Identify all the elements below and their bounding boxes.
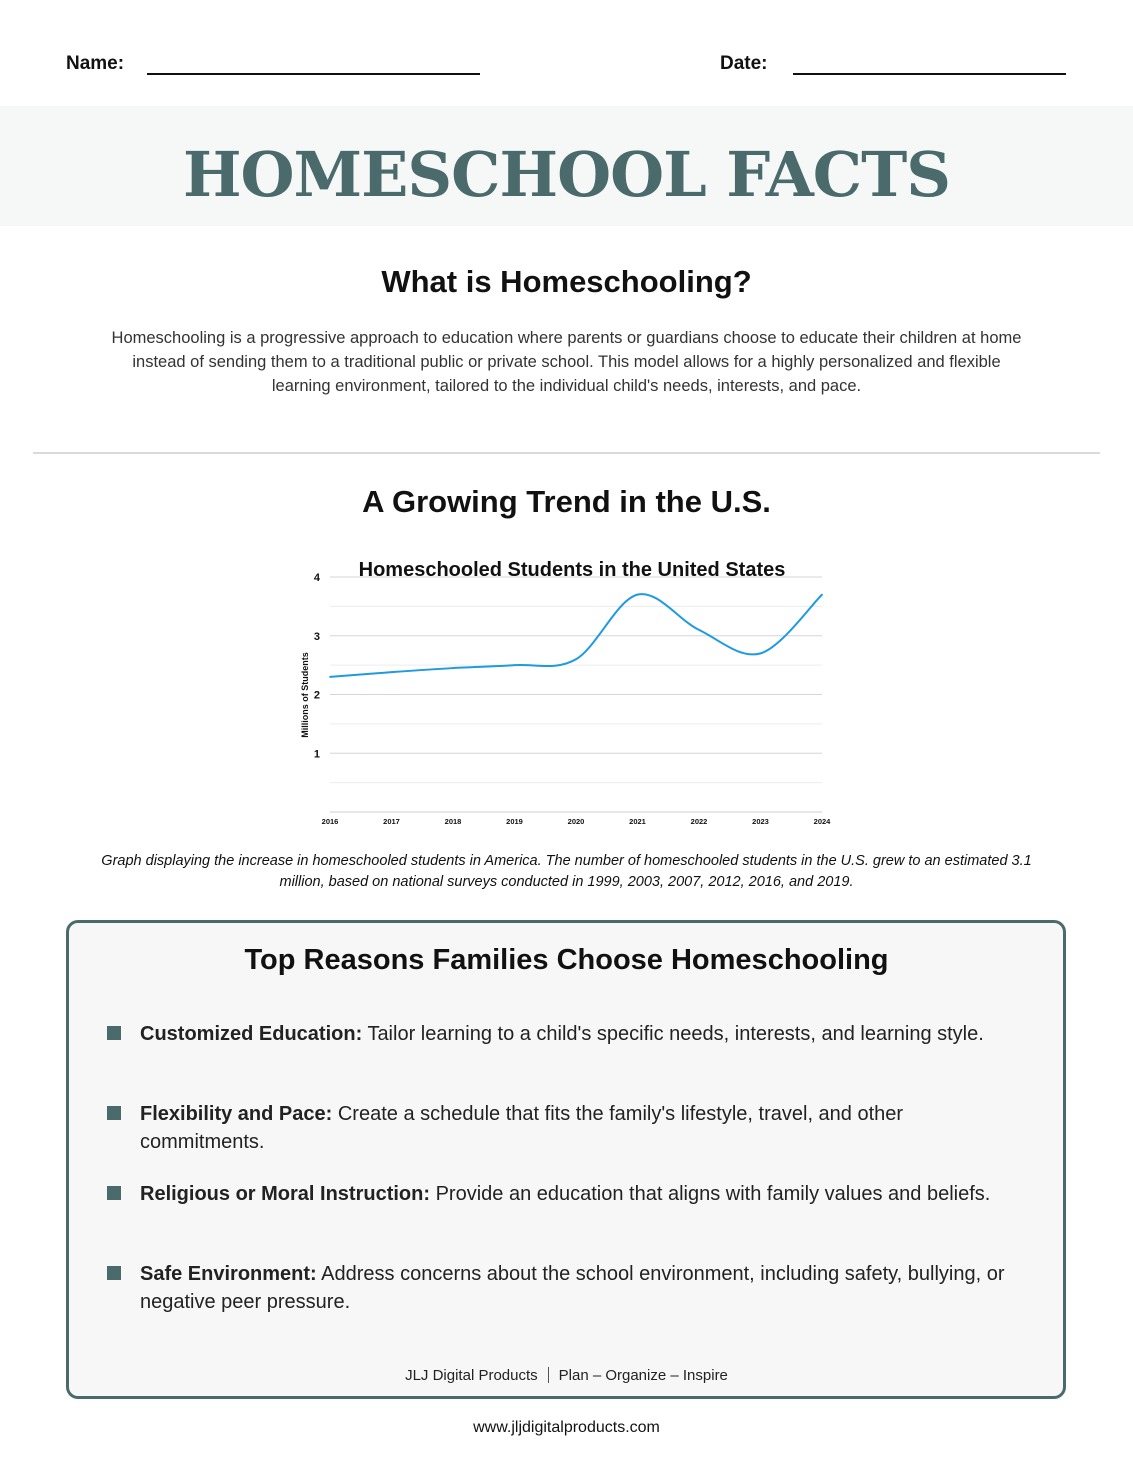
- data-point: [575, 658, 577, 660]
- x-tick-label: 2022: [690, 817, 708, 826]
- intro-heading: What is Homeschooling?: [381, 264, 752, 299]
- reason-text: Provide an education that aligns with family values and beliefs.: [435, 1183, 991, 1205]
- date-field-line[interactable]: [793, 73, 1066, 75]
- reason-item: [140, 1100, 1030, 1156]
- reason-item: [140, 1260, 1030, 1316]
- reason-title: Religious or Moral Instruction:: [140, 1183, 431, 1205]
- section-divider: [33, 452, 1100, 454]
- x-tick-label: 2021: [629, 817, 646, 826]
- square-bullet-icon: [107, 1266, 121, 1280]
- y-tick-label: 1: [313, 748, 320, 761]
- reason-title: Safe Environment:: [140, 1263, 317, 1285]
- brand-name: JLJ Digital Products: [405, 1367, 538, 1384]
- intro-paragraph: Homeschooling is a progressive approach to education where parents or guardians choose to educate their children at home instead of sending them to a traditional public or private school. This model allows for a highly personalized and flexible learning environment, tailored to the individual child's needs, interests, and pace.: [111, 329, 1022, 395]
- reasons-heading: Top Reasons Families Choose Homeschooling: [244, 944, 889, 976]
- x-tick-label: 2016: [321, 817, 339, 826]
- x-tick-label: 2019: [506, 817, 523, 826]
- website-link[interactable]: www.jljdigitalproducts.com: [473, 1419, 660, 1436]
- reason-item: [140, 1180, 1030, 1208]
- data-point: [760, 652, 762, 654]
- name-field-line[interactable]: [147, 73, 480, 75]
- data-point: [514, 664, 516, 666]
- x-tick-label: 2017: [383, 817, 400, 826]
- reason-text: Create a schedule that fits the family's lifestyle, travel, and other commitments.: [140, 1103, 904, 1153]
- chart-title: Homeschooled Students in the United States: [358, 559, 786, 581]
- square-bullet-icon: [107, 1026, 121, 1040]
- data-point: [698, 629, 700, 631]
- x-tick-label: 2018: [444, 817, 462, 826]
- x-axis-ticks: [322, 817, 832, 826]
- footer-separator: [548, 1367, 549, 1383]
- reason-text: Address concerns about the school environment, including safety, bullying, or negative peer pressure.: [140, 1263, 1005, 1313]
- data-point: [329, 676, 331, 678]
- reason-title: Flexibility and Pace:: [140, 1103, 333, 1125]
- footer-brand: [0, 1367, 1133, 1384]
- y-tick-label: 4: [313, 572, 320, 584]
- y-tick-label: 3: [313, 630, 320, 643]
- chart-gridlines: [330, 577, 822, 812]
- reasons-panel: [66, 920, 1066, 1399]
- data-point: [637, 594, 639, 596]
- y-axis-label: Millions of Students: [300, 652, 310, 738]
- y-axis-ticks: [314, 572, 321, 760]
- y-tick-label: 2: [313, 689, 320, 702]
- homeschool-line-chart: [290, 550, 850, 832]
- square-bullet-icon: [107, 1186, 121, 1200]
- data-point: [391, 671, 393, 673]
- page-title: HOMESCHOOL FACTS: [182, 138, 951, 211]
- x-tick-label: 2020: [567, 817, 585, 826]
- reason-title: Customized Education:: [140, 1023, 363, 1045]
- chart-caption: Graph displaying the increase in homeschooled students in America. The number of homeschooled students in the U.S. grew to an estimated 3.1 million, based on national surveys conducted in 1999, 2003, 2007, 2012, 2016, and 2019.: [101, 853, 1032, 890]
- brand-tagline: Plan – Organize – Inspire: [558, 1367, 728, 1384]
- x-tick-label: 2023: [752, 817, 769, 826]
- name-label: Name:: [66, 53, 125, 74]
- square-bullet-icon: [107, 1106, 121, 1120]
- reason-item: [140, 1020, 1030, 1048]
- data-point: [821, 594, 823, 596]
- reason-text: Tailor learning to a child's specific needs, interests, and learning style.: [367, 1023, 984, 1045]
- trend-heading: A Growing Trend in the U.S.: [362, 484, 771, 519]
- data-point: [452, 667, 454, 669]
- x-tick-label: 2024: [813, 817, 831, 826]
- date-label: Date:: [720, 53, 768, 74]
